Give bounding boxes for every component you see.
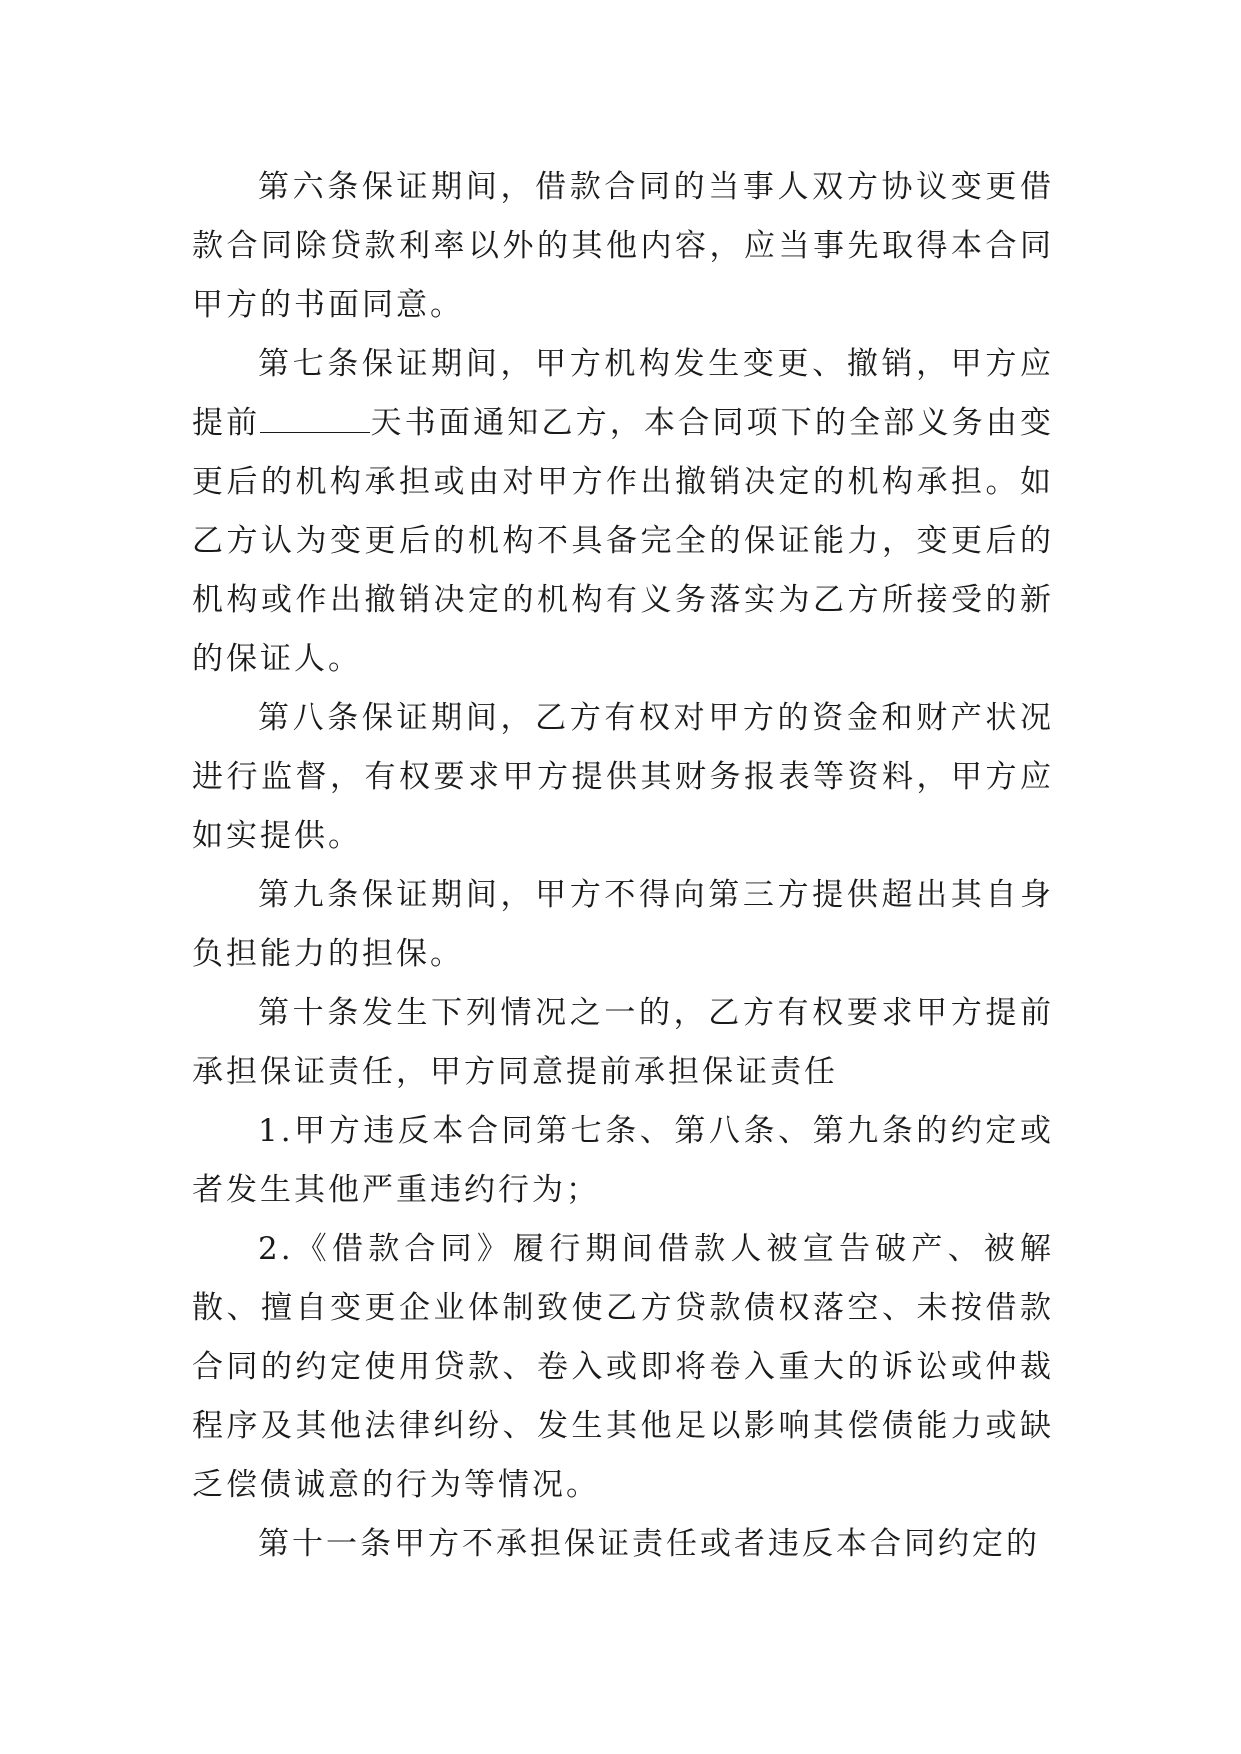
article-7-text-before-blank: 第七条保证期间，甲方机构发生变更、撤销，甲方应提前 <box>192 346 1054 441</box>
article-6-paragraph: 第六条保证期间，借款合同的当事人双方协议变更借款合同除贷款利率以外的其他内容，应当事先取得本合同甲方的书面同意。 <box>192 169 1054 323</box>
article-10-paragraph: 第十条发生下列情况之一的，乙方有权要求甲方提前承担保证责任，甲方同意提前承担保证责任 <box>192 995 1054 1090</box>
article-7-paragraph <box>192 335 1054 689</box>
document-body <box>192 158 1054 1574</box>
article-9-paragraph: 第九条保证期间，甲方不得向第三方提供超出其自身负担能力的担保。 <box>192 877 1054 972</box>
article-8-paragraph: 第八条保证期间，乙方有权对甲方的资金和财产状况进行监督，有权要求甲方提供其财务报表等资料，甲方应如实提供。 <box>192 700 1054 854</box>
article-10-item-2: 2.《借款合同》履行期间借款人被宣告破产、被解散、擅自变更企业体制致使乙方贷款债权落空、未按借款合同的约定使用贷款、卷入或即将卷入重大的诉讼或仲裁程序及其他法律纠纷、发生其他足以影响其偿债能力或缺乏偿债诚意的行为等情况。 <box>192 1231 1054 1503</box>
article-10-item-1: 1.甲方违反本合同第七条、第八条、第九条的约定或者发生其他严重违约行为； <box>192 1113 1054 1208</box>
article-7-text-after-blank: 天书面通知乙方，本合同项下的全部义务由变更后的机构承担或由对甲方作出撤销决定的机构承担。如乙方认为变更后的机构不具备完全的保证能力，变更后的机构或作出撤销决定的机构有义务落实为乙方所接受的新的保证人。 <box>192 405 1055 677</box>
article-11-paragraph: 第十一条甲方不承担保证责任或者违反本合同约定的 <box>258 1526 1040 1562</box>
days-blank-line <box>260 404 370 433</box>
